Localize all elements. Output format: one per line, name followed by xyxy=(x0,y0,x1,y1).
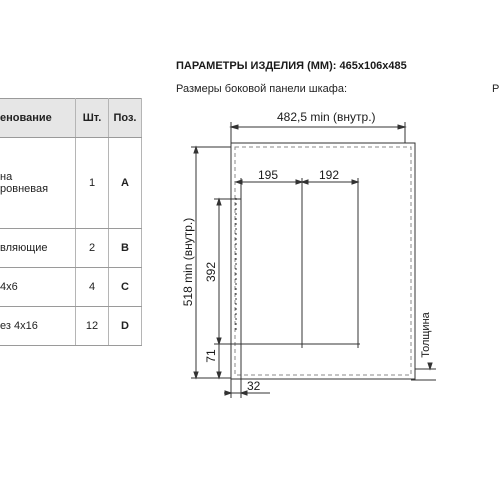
arrow-icon xyxy=(428,363,432,369)
arrow-icon xyxy=(231,125,238,129)
arrow-icon xyxy=(194,372,198,378)
dim-width-label: 482,5 min (внутр.) xyxy=(277,110,376,124)
dim-195-label: 195 xyxy=(258,168,279,182)
part-name-line: на xyxy=(0,171,13,183)
arrow-icon xyxy=(217,338,221,344)
arrow-icon xyxy=(302,180,308,184)
heading-title: ПАРАМЕТРЫ ИЗДЕЛИЯ (ММ): 465x106x485 xyxy=(176,60,407,72)
part-qty-cell: 4 xyxy=(76,268,109,307)
dim-192-label: 192 xyxy=(319,168,340,182)
part-name-line: ровневая xyxy=(0,183,49,195)
column-header-pos: Поз. xyxy=(109,99,142,138)
part-name-line: 4x6 xyxy=(0,281,18,293)
dim-71-label: 71 xyxy=(204,349,218,363)
part-qty-cell: 1 xyxy=(76,138,109,229)
arrow-icon xyxy=(398,125,405,129)
part-pos-cell: D xyxy=(109,307,142,346)
dim-height-label: 518 min (внутр.) xyxy=(181,217,195,307)
dim-392-label: 392 xyxy=(204,261,218,283)
part-pos-cell: C xyxy=(109,268,142,307)
part-pos-cell: A xyxy=(109,138,142,229)
part-name-line: вляющие xyxy=(0,242,48,254)
heading-subtitle: Размеры боковой панели шкафа: xyxy=(176,83,348,95)
arrow-icon xyxy=(217,199,221,205)
part-name-line: ез 4x16 xyxy=(0,320,38,332)
part-qty-cell: 12 xyxy=(76,307,109,346)
arrow-icon xyxy=(352,180,358,184)
thickness-label: Толщина xyxy=(420,312,432,358)
column-header-name: енование xyxy=(0,99,76,138)
dim-32-label: 32 xyxy=(247,379,261,393)
part-qty-cell: 2 xyxy=(76,229,109,268)
cut-off-text: Р xyxy=(492,83,500,95)
part-pos-cell: B xyxy=(109,229,142,268)
arrow-icon xyxy=(217,372,221,378)
arrow-icon xyxy=(225,391,231,395)
arrow-icon xyxy=(194,147,198,153)
column-header-qty: Шт. xyxy=(76,99,109,138)
